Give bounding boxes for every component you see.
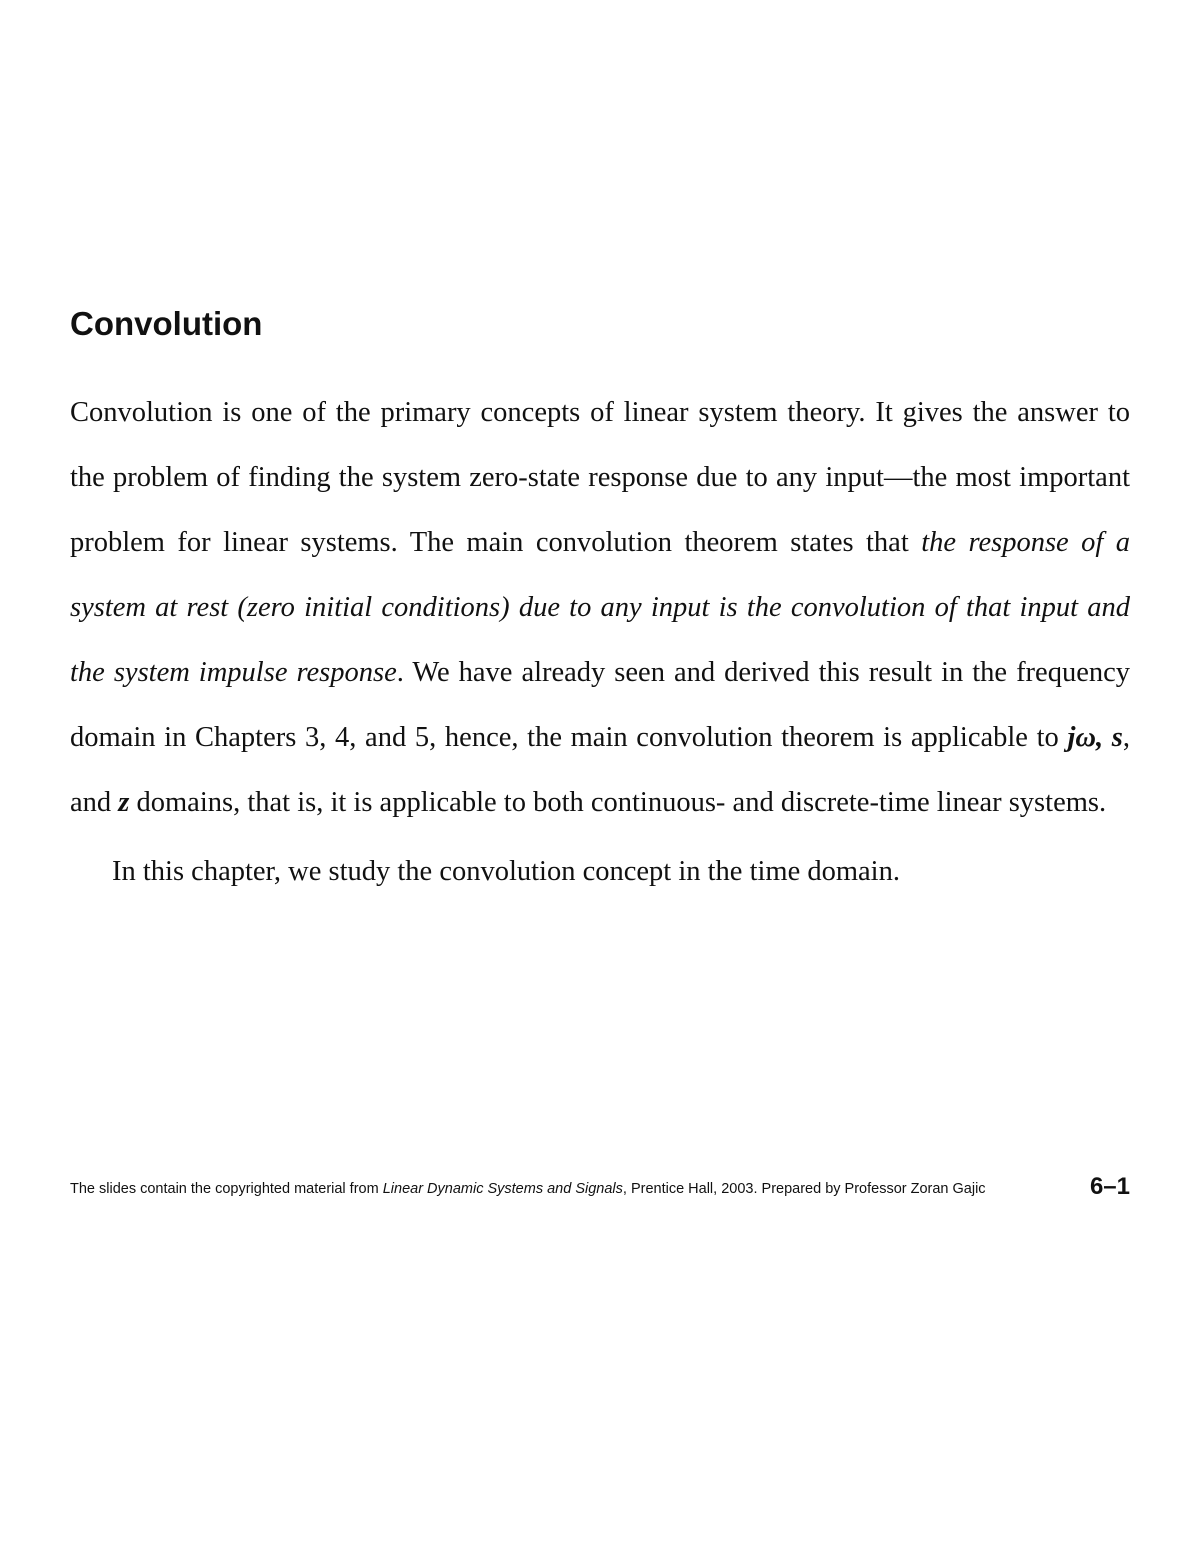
math-s: s bbox=[1111, 722, 1123, 753]
math-separator-comma: , bbox=[1095, 722, 1112, 753]
paragraph-continuation-text: . We have already seen and derived this result in the frequency domain in Chapters 3, 4, and 5, hence, the main convolution theorem is applicable to bbox=[70, 657, 1130, 753]
page-number: 6–1 bbox=[1089, 1173, 1130, 1200]
copyright-suffix: , Prentice Hall, 2003. Prepared by Professor Zoran Gajic bbox=[622, 1181, 986, 1197]
book-title: Linear Dynamic Systems and Signals bbox=[382, 1181, 623, 1197]
paragraph-ending-text: domains, that is, it is applicable to both continuous- and discrete-time linear systems. bbox=[129, 787, 1107, 818]
text-separator-and: , and bbox=[70, 722, 1130, 818]
slide-body bbox=[70, 380, 1130, 904]
paragraph-chapter-scope: In this chapter, we study the convolution concept in the time domain. bbox=[112, 856, 900, 887]
paragraph-intro-text: Convolution is one of the primary concepts of linear system theory. It gives the answer to the problem of finding the system zero-state response due to any input—the most important problem for linear systems. The main convolution theorem states that bbox=[70, 397, 1130, 558]
math-z: z bbox=[118, 787, 130, 818]
copyright-notice bbox=[70, 1180, 986, 1198]
math-j-omega: jω bbox=[1067, 722, 1096, 753]
convolution-theorem-statement: the response of a system at rest (zero initial conditions) due to any input is the convolution of that input and the system impulse response bbox=[70, 527, 1130, 688]
copyright-prefix: The slides contain the copyrighted material from bbox=[70, 1181, 383, 1197]
paragraph-intro bbox=[70, 380, 1130, 835]
slide-title: Convolution bbox=[70, 305, 263, 342]
slide-footer bbox=[70, 1172, 1130, 1202]
